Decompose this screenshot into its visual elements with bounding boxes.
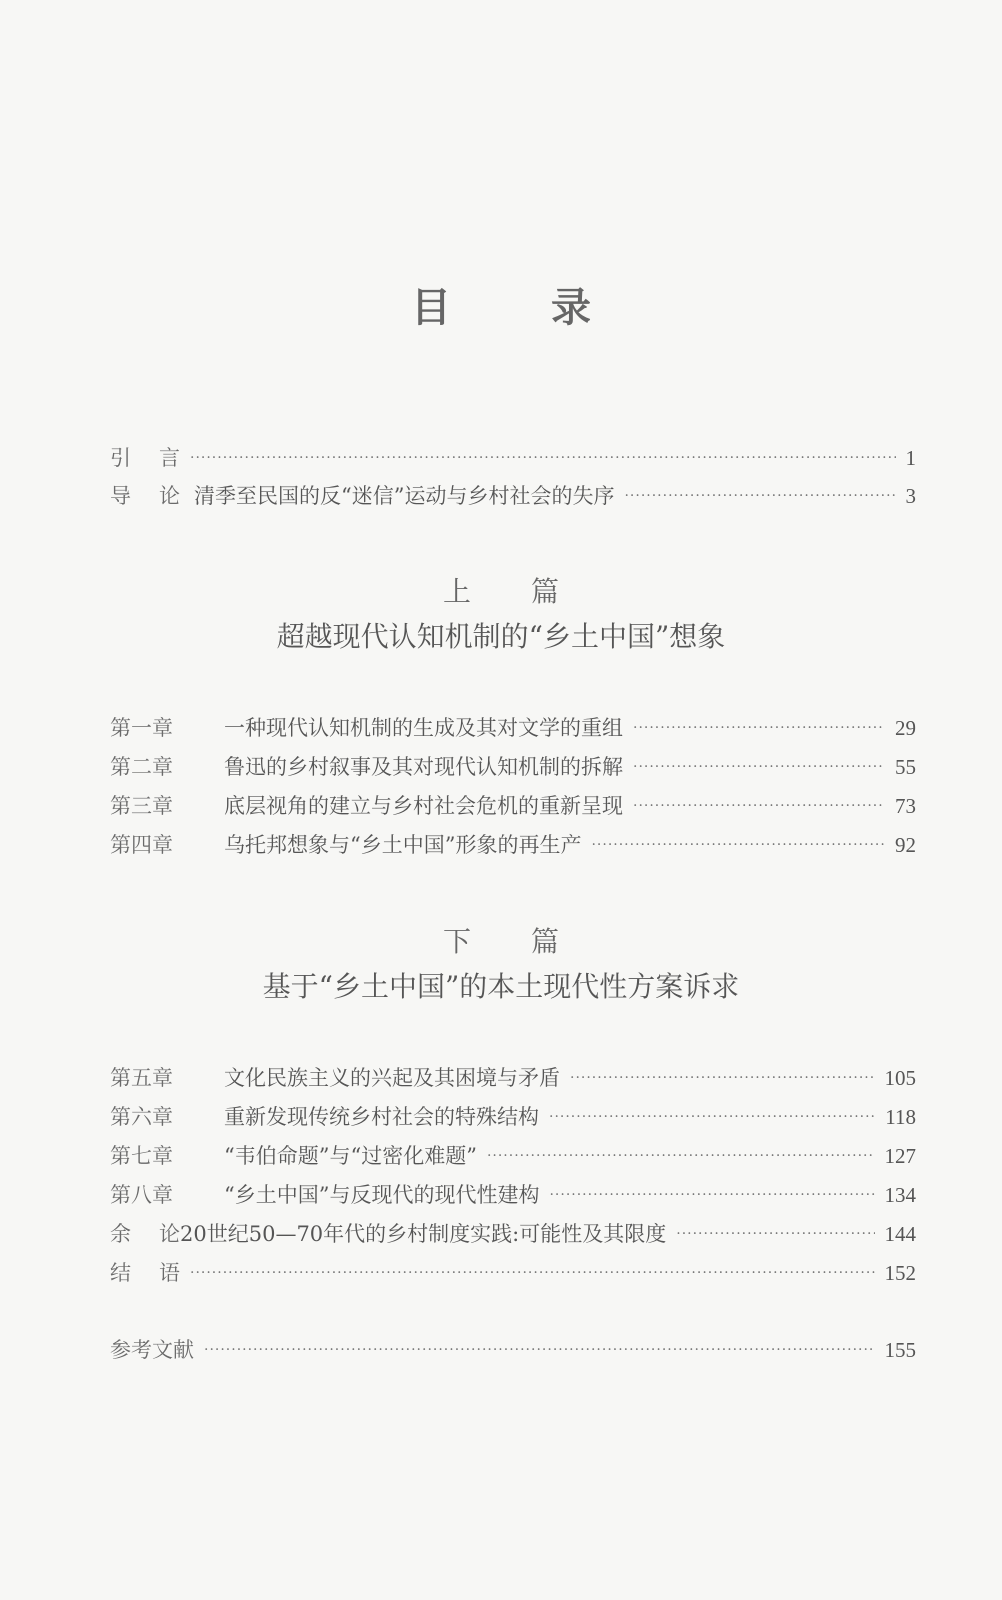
- part-one-heading: [0, 570, 1002, 610]
- toc-leader-dots: [549, 1187, 874, 1203]
- toc-entry-chapter-7[interactable]: [110, 1140, 916, 1170]
- part-heading-char-1: 上: [442, 575, 471, 608]
- toc-entry-label: 结语: [110, 1261, 208, 1285]
- toc-entry-title: 20世纪50—70年代的乡村制度实践:可能性及其限度: [180, 1222, 667, 1246]
- toc-entry-epilogue[interactable]: [110, 1218, 916, 1248]
- toc-entry-chapter-5[interactable]: [110, 1062, 916, 1092]
- toc-entry-page: 55: [895, 755, 916, 779]
- toc-entry-label: 第六章: [110, 1105, 173, 1129]
- toc-entry-page: 155: [884, 1338, 916, 1362]
- part-two-heading: [0, 920, 1002, 960]
- toc-entry-label: 导论: [110, 484, 208, 508]
- toc-leader-dots: [633, 720, 885, 736]
- page-title: [0, 276, 1002, 333]
- toc-entry-chapter-2[interactable]: [110, 751, 916, 781]
- toc-entry-chapter-8[interactable]: [110, 1179, 916, 1209]
- toc-entry-label: 第一章: [110, 716, 173, 740]
- toc-leader-dots: [549, 1109, 875, 1125]
- toc-leader-dots: [676, 1226, 874, 1242]
- toc-leader-dots: [204, 1342, 875, 1358]
- toc-entry-page: 105: [884, 1066, 916, 1090]
- toc-entry-page: 144: [884, 1222, 916, 1246]
- toc-entry-title: 重新发现传统乡村社会的特殊结构: [224, 1105, 539, 1129]
- toc-leader-dots: [624, 488, 895, 504]
- toc-entry-page: 118: [885, 1105, 916, 1129]
- toc-entry-page: 29: [895, 716, 916, 740]
- part-heading-char-2: 篇: [531, 925, 560, 958]
- toc-entry-page: 1: [905, 446, 916, 470]
- page-title-char-1: 目: [411, 285, 451, 331]
- toc-leader-dots: [570, 1070, 875, 1086]
- toc-entry-intro[interactable]: [110, 442, 916, 472]
- toc-entry-title: “韦伯命题”与“过密化难题”: [224, 1144, 477, 1168]
- toc-entry-label: 第二章: [110, 755, 173, 779]
- part-heading-char-1: 下: [442, 925, 471, 958]
- toc-entry-page: 92: [895, 833, 916, 857]
- toc-entry-label: 参考文献: [110, 1338, 194, 1362]
- toc-entry-label: 引言: [110, 446, 208, 470]
- toc-entry-title: 鲁迅的乡村叙事及其对现代认知机制的拆解: [224, 755, 623, 779]
- toc-entry-page: 152: [884, 1261, 916, 1285]
- toc-entry-title: 清季至民国的反“迷信”运动与乡村社会的失序: [194, 484, 615, 508]
- toc-entry-page: 127: [884, 1144, 916, 1168]
- toc-entry-introduction[interactable]: [110, 480, 916, 510]
- toc-entry-label: 余论: [110, 1222, 208, 1246]
- part-heading-char-2: 篇: [531, 575, 560, 608]
- toc-leader-dots: [190, 1265, 875, 1281]
- toc-entry-chapter-4[interactable]: [110, 829, 916, 859]
- toc-entry-title: 文化民族主义的兴起及其困境与矛盾: [224, 1066, 560, 1090]
- toc-entry-page: 134: [884, 1183, 916, 1207]
- part-one-subtitle: 超越现代认知机制的“乡土中国”想象: [276, 620, 726, 653]
- toc-entry-label: 第七章: [110, 1144, 173, 1168]
- toc-entry-conclusion[interactable]: [110, 1257, 916, 1287]
- toc-entry-label: 第三章: [110, 794, 173, 818]
- toc-leader-dots: [591, 837, 885, 853]
- toc-entry-title: 底层视角的建立与乡村社会危机的重新呈现: [224, 794, 623, 818]
- toc-entry-chapter-1[interactable]: [110, 712, 916, 742]
- toc-leader-dots: [487, 1148, 875, 1164]
- toc-entry-title: 一种现代认知机制的生成及其对文学的重组: [224, 716, 623, 740]
- toc-entry-chapter-6[interactable]: [110, 1101, 916, 1131]
- part-two-subtitle: 基于“乡土中国”的本土现代性方案诉求: [262, 970, 740, 1003]
- toc-entry-references[interactable]: [110, 1334, 916, 1364]
- toc-entry-label: 第五章: [110, 1066, 173, 1090]
- toc-entry-page: 73: [895, 794, 916, 818]
- toc-entry-label: 第八章: [110, 1183, 173, 1207]
- toc-entry-title: 乌托邦想象与“乡土中国”形象的再生产: [224, 833, 582, 857]
- toc-entry-label: 第四章: [110, 833, 173, 857]
- toc-entry-chapter-3[interactable]: [110, 790, 916, 820]
- toc-leader-dots: [190, 450, 896, 466]
- toc-leader-dots: [633, 759, 885, 775]
- page-title-char-2: 录: [551, 285, 591, 331]
- toc-leader-dots: [633, 798, 885, 814]
- toc-entry-page: 3: [905, 484, 916, 508]
- toc-entry-title: “乡土中国”与反现代的现代性建构: [224, 1183, 540, 1207]
